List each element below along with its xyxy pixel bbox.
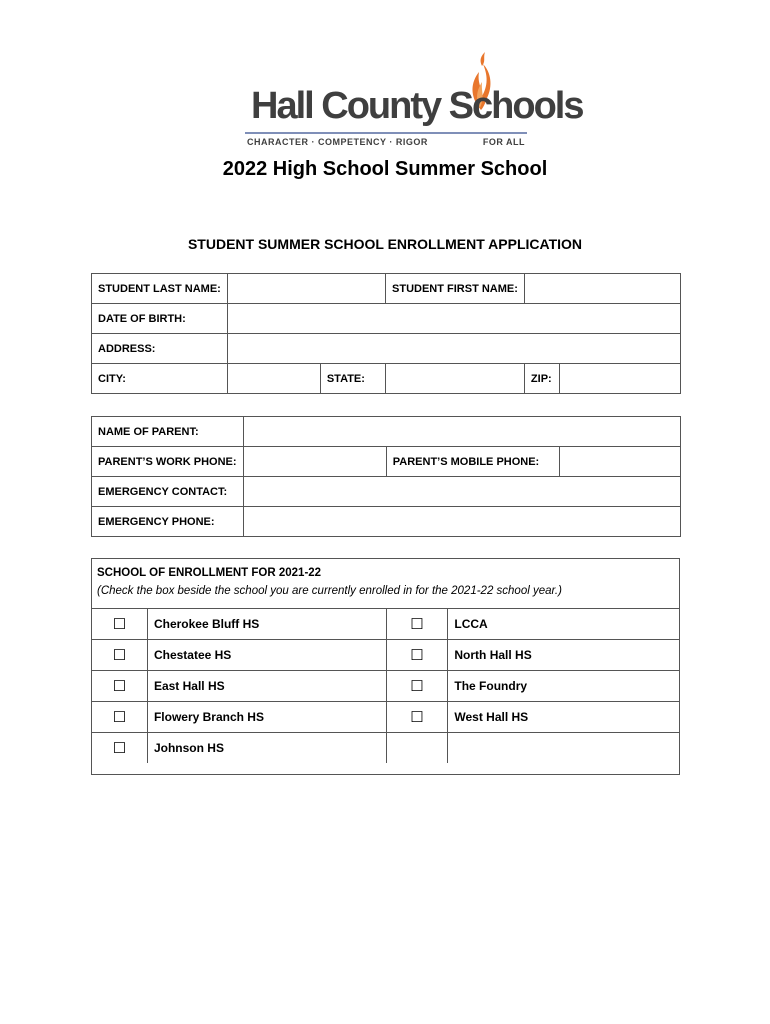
city-field[interactable] xyxy=(228,364,321,393)
logo-tagline-end: FOR ALL xyxy=(482,137,525,147)
student-info-table xyxy=(91,273,681,394)
parent-mobile-phone-label: PARENT’S MOBILE PHONE: xyxy=(386,447,559,477)
school-option-label: Cherokee Bluff HS xyxy=(147,609,386,640)
checkbox-icon: ☐ xyxy=(112,739,127,757)
enrollment-note: (Check the box beside the school you are currently enrolled in for the 2021-22 school year.) xyxy=(97,585,562,597)
school-checkbox[interactable] xyxy=(92,609,147,640)
zip-field[interactable] xyxy=(560,364,681,394)
parent-name-label: NAME OF PARENT: xyxy=(92,417,244,447)
empty-cell xyxy=(386,733,448,764)
logo-wordmark: Hall County Schools xyxy=(251,85,583,127)
address-field[interactable] xyxy=(227,334,680,364)
school-checkbox[interactable] xyxy=(92,733,147,764)
hall-county-schools-logo xyxy=(243,52,583,152)
logo-tagline: CHARACTER · COMPETENCY · RIGOR xyxy=(247,137,428,147)
empty-cell xyxy=(448,733,679,764)
school-checkbox[interactable] xyxy=(92,702,147,733)
school-checkbox[interactable] xyxy=(386,609,448,640)
checkbox-icon: ☐ xyxy=(410,708,424,726)
school-option-label: East Hall HS xyxy=(147,671,386,702)
parent-work-phone-field[interactable] xyxy=(243,447,386,477)
school-option-label: West Hall HS xyxy=(448,702,679,733)
parent-name-field[interactable] xyxy=(243,417,680,447)
dob-label: DATE OF BIRTH: xyxy=(92,304,228,334)
checkbox-icon: ☐ xyxy=(112,615,127,633)
logo-rule xyxy=(245,132,527,134)
student-first-name-field[interactable] xyxy=(524,274,680,304)
emergency-contact-label: EMERGENCY CONTACT: xyxy=(92,477,244,507)
school-option-label: Johnson HS xyxy=(147,733,386,764)
school-checkbox[interactable] xyxy=(386,702,448,733)
emergency-phone-label: EMERGENCY PHONE: xyxy=(92,507,244,537)
parent-work-phone-label: PARENT’S WORK PHONE: xyxy=(92,447,244,477)
checkbox-icon: ☐ xyxy=(112,677,127,695)
emergency-phone-field[interactable] xyxy=(243,507,680,537)
school-checkbox[interactable] xyxy=(386,640,448,671)
checkbox-icon: ☐ xyxy=(112,646,127,664)
school-option-label: LCCA xyxy=(448,609,679,640)
student-last-name-label: STUDENT LAST NAME: xyxy=(92,274,228,304)
city-label: CITY: xyxy=(92,364,228,394)
checkbox-icon: ☐ xyxy=(410,646,424,664)
school-option-label: North Hall HS xyxy=(448,640,679,671)
zip-label: ZIP: xyxy=(524,364,559,394)
school-checkbox[interactable] xyxy=(92,671,147,702)
school-enrollment-section xyxy=(91,558,680,775)
dob-field[interactable] xyxy=(227,304,680,334)
parent-mobile-phone-field[interactable] xyxy=(559,447,680,477)
student-last-name-field[interactable] xyxy=(227,274,385,304)
emergency-contact-field[interactable] xyxy=(243,477,680,507)
school-checkbox[interactable] xyxy=(92,640,147,671)
state-field[interactable] xyxy=(386,364,525,394)
state-label: STATE: xyxy=(326,372,365,385)
checkbox-icon: ☐ xyxy=(112,708,127,726)
checkbox-icon: ☐ xyxy=(410,615,424,633)
enrollment-heading: SCHOOL OF ENROLLMENT FOR 2021-22 xyxy=(97,567,322,579)
parent-info-table xyxy=(91,416,681,537)
student-first-name-label: STUDENT FIRST NAME: xyxy=(386,274,525,304)
page-title: 2022 High School Summer School xyxy=(222,158,548,180)
school-option-label: Chestatee HS xyxy=(147,640,386,671)
school-checkbox[interactable] xyxy=(386,671,448,702)
checkbox-icon: ☐ xyxy=(410,677,424,695)
school-option-label: The Foundry xyxy=(448,671,679,702)
school-options-table xyxy=(92,608,679,763)
form-subtitle: STUDENT SUMMER SCHOOL ENROLLMENT APPLICATION xyxy=(187,236,583,252)
school-option-label: Flowery Branch HS xyxy=(147,702,386,733)
address-label: ADDRESS: xyxy=(92,334,228,364)
